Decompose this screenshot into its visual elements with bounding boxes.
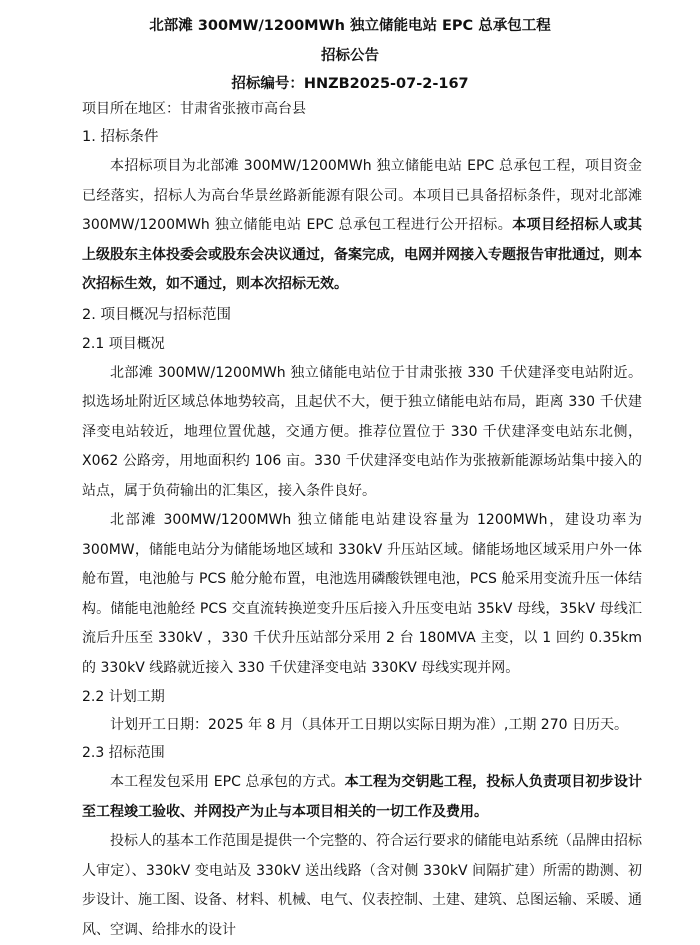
scope-text: 本工程发包采用 EPC 总承包的方式。 (110, 774, 345, 790)
section-2-2-heading: 2.2 计划工期 (82, 689, 165, 705)
section-2-3-heading: 2.3 招标范围 (82, 745, 165, 761)
scope-paragraph-1 (82, 768, 642, 827)
section-1-paragraph (82, 152, 642, 300)
project-overview-paragraph-2: 北部滩 300MW/1200MWh 独立储能电站建设容量为 1200MWh，建设功率为 300MW，储能电站分为储能场地区域和 330kV 升压站区域。储能场地区域采用户外一体舱布置，电池舱与 PCS 舱分舱布置，电池选用磷酸铁锂电池，PCS 舱采用变流升压一体结构。储能电池舱经 PCS 交直流转换逆变升压后接入升压变电站 35kV 母线，35kV 母线汇流后升压至 330kV ，330 千伏升压站部分采用 2 台 180MVA 主变，以 1 回约 0.35km 的 330kV 线路就近接入 330 千伏建泽变电站 330KV 母线实现并网。 (82, 512, 642, 676)
project-overview-paragraph-1: 北部滩 300MW/1200MWh 独立储能电站位于甘肃张掖 330 千伏建泽变电站附近。拟选场址附近区域总体地势较高，且起伏不大，便于独立储能电站布局，距离 330 千伏建泽变电站较近，地理位置优越，交通方便。推荐位置位于 330 千伏建泽变电站东北侧，X062 公路旁，用地面积约 106 亩。330 千伏建泽变电站作为张掖新能源场站集中接入的站点，属于负荷输出的汇集区，接入条件良好。 (82, 364, 642, 499)
scope-bold-text: 本工程为交钥匙工程，投标人负责项目初步设计至工程竣工验收、并网投产为止与本项目相关的一切工作及费用。 (82, 774, 643, 820)
section-1-heading: 1. 招标条件 (82, 129, 159, 145)
schedule-paragraph: 计划开工日期：2025 年 8 月（具体开工日期以实际日期为准）,工期 270 日历天。 (110, 717, 628, 733)
section-2-1-heading: 2.1 项目概况 (82, 335, 165, 352)
project-location: 项目所在地区：甘肃省张掖市高台县 (82, 101, 306, 117)
document-title: 北部滩 300MW/1200MWh 独立储能电站 EPC 总承包工程 (149, 18, 551, 34)
document-subtitle: 招标公告 (321, 48, 379, 64)
document-body (82, 96, 642, 945)
section-2-heading: 2. 项目概况与招标范围 (82, 306, 231, 323)
section-1-text: 本招标项目为北部滩 300MW/1200MWh 独立储能电站 EPC 总承包工程，项目资金已经落实，招标人为高台华景丝路新能源有限公司。本项目已具备招标条件，现对北部滩 300MW/1200MWh 独立储能电站 EPC 总承包工程进行公开招标。 (82, 158, 642, 233)
tender-code: 招标编号：HNZB2025-07-2-167 (231, 76, 469, 92)
scope-paragraph-2: 投标人的基本工作范围是提供一个完整的、符合运行要求的储能电站系统（品牌由招标人审定）、330kV 变电站及 330kV 送出线路（含对侧 330kV 间隔扩建）所需的勘测、初步设计、施工图、设备、材料、机械、电气、仪表控制、土建、建筑、总图运输、采暖、通风、空调、给排水的设计 (82, 833, 642, 938)
section-1-bold-text: 本项目经招标人或其上级股东主体投委会或股东会决议通过，备案完成，电网并网接入专题报告审批通过，则本次招标生效，如不通过，则本次招标无效。 (82, 217, 643, 292)
